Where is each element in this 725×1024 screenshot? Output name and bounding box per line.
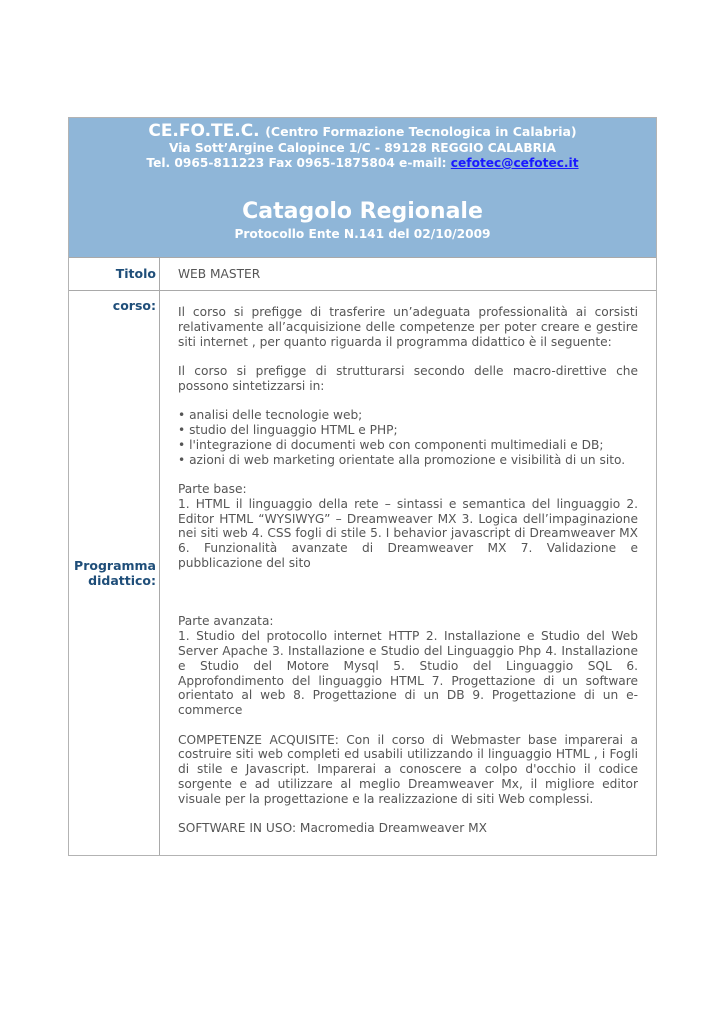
protocol-line: Protocollo Ente N.141 del 02/10/2009 <box>234 227 491 241</box>
program-label-line1: Programma <box>74 558 156 573</box>
phone-fax-text: Tel. 0965-811223 Fax 0965-1875804 e-mail: <box>146 156 451 170</box>
email-link[interactable]: cefotec@cefotec.it <box>450 156 579 170</box>
course-title-value: WEB MASTER <box>178 267 261 281</box>
course-title-label: Titolo corso: <box>69 258 160 290</box>
course-catalog-table <box>68 117 657 856</box>
list-item: • l'integrazione di documenti web con componenti multimediali e DB; <box>178 437 604 452</box>
course-title-row <box>69 258 656 313</box>
program-description <box>178 305 638 850</box>
organization-line <box>69 121 656 141</box>
software-paragraph: SOFTWARE IN USO: Macromedia Dreamweaver MX <box>178 821 488 836</box>
base-section <box>178 482 638 571</box>
organization-address: Via Sott’Argine Calopince 1/C - 89128 REGGIO CALABRIA <box>169 141 556 155</box>
program-label-line2: didattico: <box>88 573 156 588</box>
catalog-title: Catagolo Regionale <box>242 199 483 224</box>
contact-line <box>69 156 656 170</box>
program-label <box>74 558 156 588</box>
advanced-section <box>178 614 638 718</box>
organization-fullname: (Centro Formazione Tecnologica in Calabria) <box>265 124 577 139</box>
competences-paragraph: COMPETENZE ACQUISITE: Con il corso di Webmaster base imparerai a costruire siti web completi ed usabili utilizzando il linguaggio HTML , i Fogli di stile e Javascript. Imparerai a conoscere a colpo d'occhio il codice sorgente e ad utilizzare al meglio Dreamweaver Mx, il migliore editor visuale per la progettazione e la realizzazione di siti Web complessi. <box>178 732 638 806</box>
program-label-cell <box>69 291 160 855</box>
advanced-heading: Parte avanzata: <box>178 614 274 629</box>
base-paragraph: 1. HTML il linguaggio della rete – sintassi e semantica del linguaggio 2. Editor HTML “WYSIWYG” – Dreamweaver MX 3. Logica dell’impaginazione nei siti web 4. CSS fogli di stile 5. I behavior javascript di Dreamweaver MX 6. Funzionalità avanzate di Dreamweaver MX 7. Validazione e pubblicazione del sito <box>178 496 638 570</box>
program-row <box>69 291 656 855</box>
advanced-paragraph: 1. Studio del protocollo internet HTTP 2. Installazione e Studio del Web Server Apache 3. Installazione e Studio del Linguaggio Php 4. Installazione e Studio del Motore Mysql 5. Studio del Linguaggio SQL 6. Approfondimento del linguaggio HTML 7. Progettazione di un software orientato al web 8. Progettazione di un DB 9. Progettazione di un e-commerce <box>178 629 638 718</box>
macro-directives-list <box>178 408 638 467</box>
organization-acronym: CE.FO.TE.C. <box>148 121 260 141</box>
intro-paragraph: Il corso si prefigge di trasferire un’adeguata professionalità ai corsisti relativamente all’acquisizione delle competenze per poter creare e gestire siti internet , per quanto riguarda il programma didattico è il seguente: <box>178 305 638 349</box>
spacer <box>178 585 638 614</box>
list-item: • analisi delle tecnologie web; <box>178 408 363 423</box>
list-item: • azioni di web marketing orientate alla promozione e visibilità di un sito. <box>178 452 626 467</box>
base-heading: Parte base: <box>178 481 247 496</box>
header-band <box>69 118 656 258</box>
structure-paragraph: Il corso si prefigge di strutturarsi secondo delle macro-direttive che possono sintetizzarsi in: <box>178 363 638 393</box>
list-item: • studio del linguaggio HTML e PHP; <box>178 422 398 437</box>
